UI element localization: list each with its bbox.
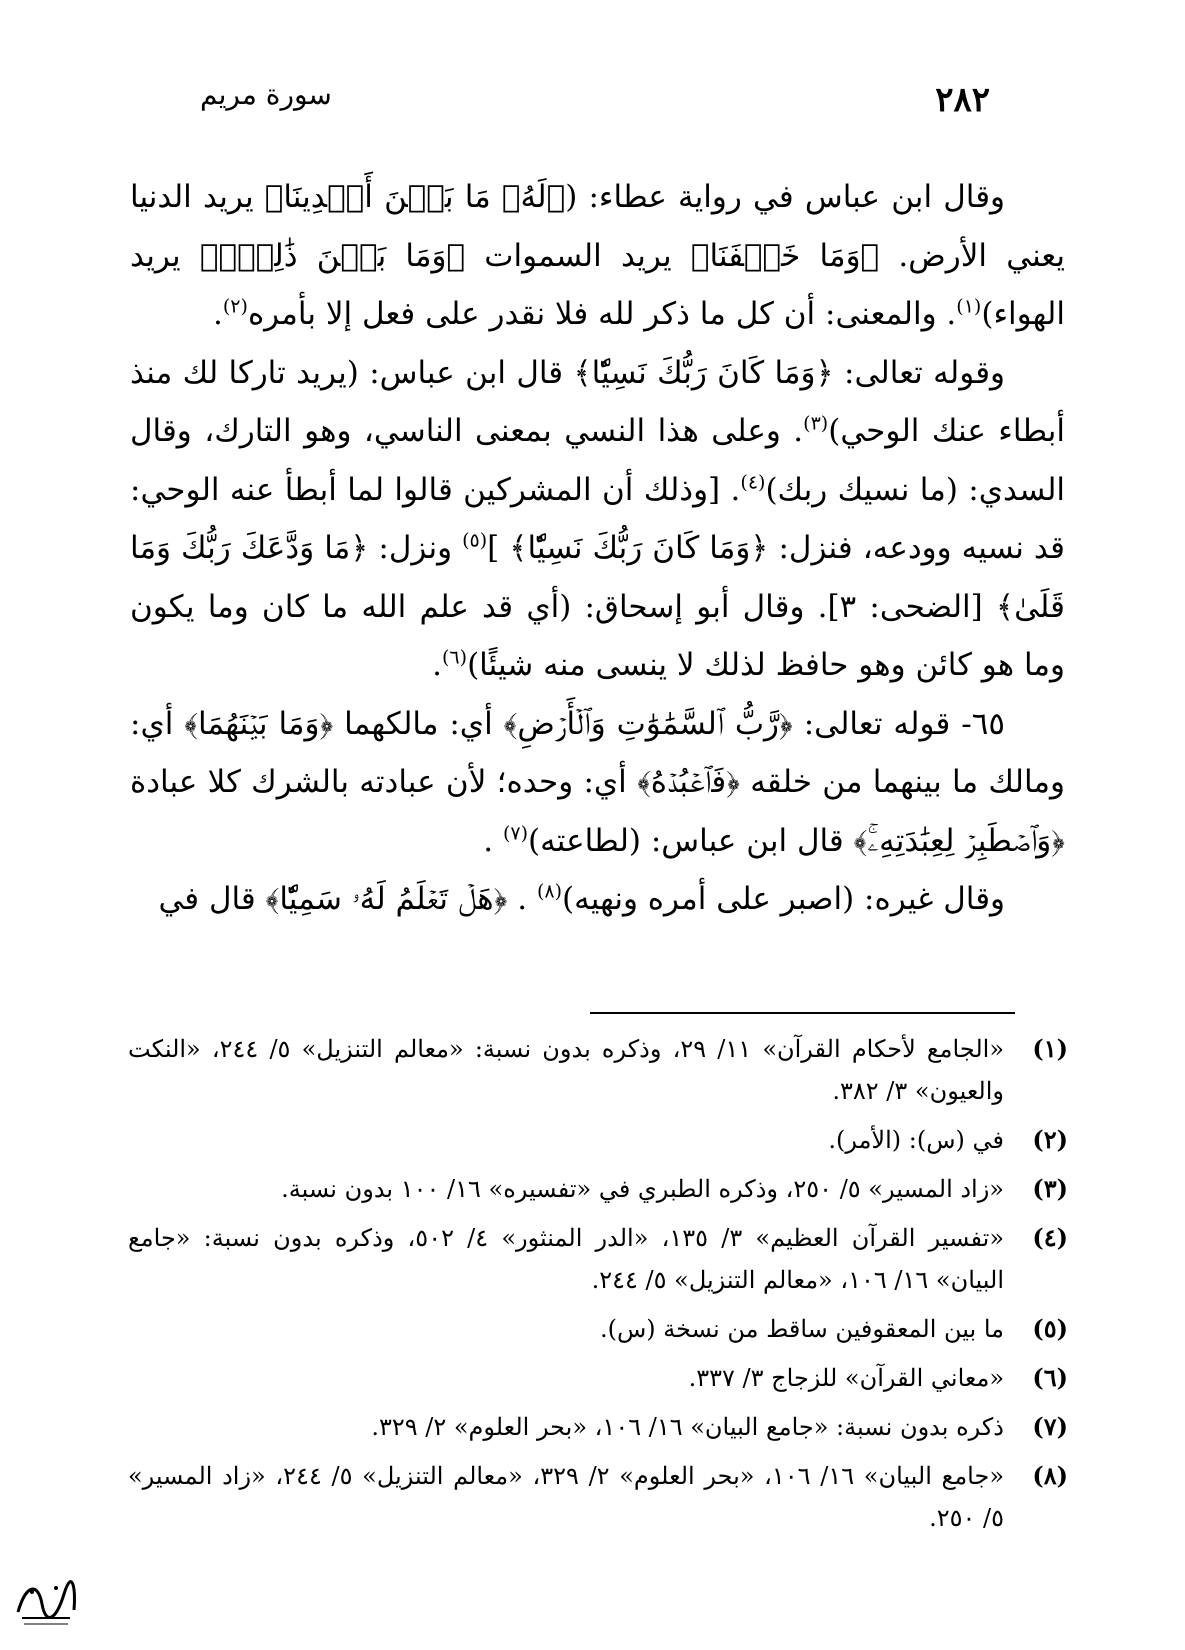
- footnote-number: (٢): [1032, 1125, 1068, 1154]
- paragraph-text: وقال ابن عباس في رواية عطاء: (﴿لَهُۥ مَا بَيۡنَ أَيۡدِينَا﴾ يريد الدنيا يعني الأرض. ﴿وَمَا خَلۡفَنَا﴾ يريد السموات ﴿وَمَا بَيۡنَ ذَٰلِكَۚ﴾ يريد الهواء): [130, 179, 1066, 332]
- footnote-ref: (٧): [502, 822, 528, 845]
- footnote-item: [128, 1028, 1068, 1112]
- footnote-number: (١): [1032, 1034, 1068, 1063]
- footnote-text: «زاد المسير» ٥/ ٢٥٠، وذكره الطبري في «تفسيره» ١٦/ ١٠٠ بدون نسبة.: [281, 1175, 1004, 1203]
- footnote-text: ما بين المعقوفين ساقط من نسخة (س).: [600, 1315, 1004, 1343]
- paragraph-text: وقوله تعالى: ﴿وَمَا كَانَ رَبُّكَ نَسِيّٗا﴾ قال ابن عباس: (يريد تاركا لك منذ أبطاء عنك الوحي): [130, 354, 1065, 449]
- footnote-text: «الجامع لأحكام القرآن» ١١/ ٢٩، وذكره بدون نسبة: «معالم التنزيل» ٥/ ٢٤٤، «النكت والعيون» ٣/ ٣٨٢.: [128, 1035, 1005, 1105]
- footnotes: [128, 1028, 1068, 1546]
- paragraph-text: .: [213, 296, 223, 332]
- footnote-text: ذكره بدون نسبة: «جامع البيان» ١٦/ ١٠٦، «بحر العلوم» ٢/ ٣٢٩.: [371, 1413, 1004, 1441]
- footnote-ref: (٢): [222, 295, 248, 318]
- footnote-number: (٧): [1032, 1412, 1068, 1441]
- paragraph-text: . وعلى هذا النسي بمعنى الناسي، وهو التارك، وقال السدي: (ما نسيك ربك): [130, 413, 1065, 508]
- paragraph-text: ٦٥- قوله تعالى: ﴿رَّبُّ ٱلسَّمَٰوَٰتِ وَٱلۡأَرۡضِ﴾ أي: مالكهما ﴿وَمَا بَيۡنَهُمَا﴾ أي: ومالك ما بينهما من خلقه ﴿فَٱعۡبُدۡهُ﴾ أي: وحده؛ لأن عبادته بالشرك كلا عبادة ﴿وَٱصۡطَبِرۡ لِعِبَٰدَتِهِۦۚ﴾ قال ابن عباس: (لطاعته): [130, 705, 1065, 859]
- paragraph-text: .: [432, 647, 442, 683]
- paragraph-text: ونزل: ﴿مَا وَدَّعَكَ رَبُّكَ وَمَا قَلَىٰ﴾ [الضحى: ٣]. وقال أبو إسحاق: (أي قد علم الله ما كان وما يكون وما هو كائن وهو حافظ لذلك لا ينسى منه شيئًا): [130, 530, 1065, 683]
- footnote-ref: (٥): [462, 529, 488, 552]
- footnote-ref: (٣): [803, 412, 829, 435]
- footnote-number: (٤): [1032, 1223, 1068, 1252]
- footnote-ref: (١): [956, 295, 982, 318]
- paragraph-text: . والمعنى: أن كل ما ذكر لله فلا نقدر على فعل إلا بأمره: [247, 296, 957, 332]
- paragraph-text: . [وذلك أن المشركين قالوا لما أبطأ عنه الوحي: قد نسيه وودعه، فنزل: ﴿وَمَا كَانَ رَبُّكَ نَسِيّٗا﴾ ]: [130, 471, 1065, 566]
- footnote-item: [128, 1455, 1068, 1539]
- footnote-number: (٨): [1032, 1461, 1068, 1490]
- footnote-ref: (٤): [740, 471, 766, 494]
- footnote-text: «معاني القرآن» للزجاج ٣/ ٣٣٧.: [688, 1364, 1004, 1392]
- footnote-number: (٥): [1032, 1314, 1068, 1343]
- footnote-item: [128, 1217, 1068, 1301]
- footnote-item: [128, 1168, 1068, 1210]
- paragraph-text: .: [483, 822, 503, 859]
- paragraph-text: . ﴿هَلۡ تَعۡلَمُ لَهُۥ سَمِيّٗا﴾ قال في: [158, 881, 537, 917]
- footnote-item: [128, 1308, 1068, 1350]
- running-header-surah-title: سورة مريم: [200, 78, 332, 111]
- footnote-ref: (٨): [536, 880, 562, 903]
- publisher-logo-icon: [12, 1574, 80, 1632]
- footnote-number: (٣): [1032, 1174, 1068, 1203]
- paragraph: [130, 344, 1065, 695]
- footnote-divider: [590, 1012, 1015, 1014]
- paragraph-text: وقال غيره: (اصبر على أمره ونهيه): [562, 881, 1005, 917]
- main-text: [130, 168, 1065, 929]
- footnote-text: في (س): (الأمر).: [828, 1126, 1004, 1154]
- paragraph: [130, 168, 1065, 344]
- footnote-ref: (٦): [442, 646, 468, 669]
- footnote-item: [128, 1357, 1068, 1399]
- page-number: ٢٨٢: [935, 80, 990, 120]
- footnote-item: [128, 1119, 1068, 1161]
- footnote-text: «تفسير القرآن العظيم» ٣/ ١٣٥، «الدر المنثور» ٤/ ٥٠٢، وذكره بدون نسبة: «جامع البيان» ١٦/ ١٠٦، «معالم التنزيل» ٥/ ٢٤٤.: [128, 1224, 1005, 1294]
- footnote-number: (٦): [1032, 1363, 1068, 1392]
- paragraph: [130, 695, 1065, 871]
- footnote-item: [128, 1406, 1068, 1448]
- paragraph: [130, 870, 1065, 929]
- footnote-text: «جامع البيان» ١٦/ ١٠٦، «بحر العلوم» ٢/ ٣٢٩، «معالم التنزيل» ٥/ ٢٤٤، «زاد المسير» ٥/ ٢٥٠.: [128, 1462, 1005, 1532]
